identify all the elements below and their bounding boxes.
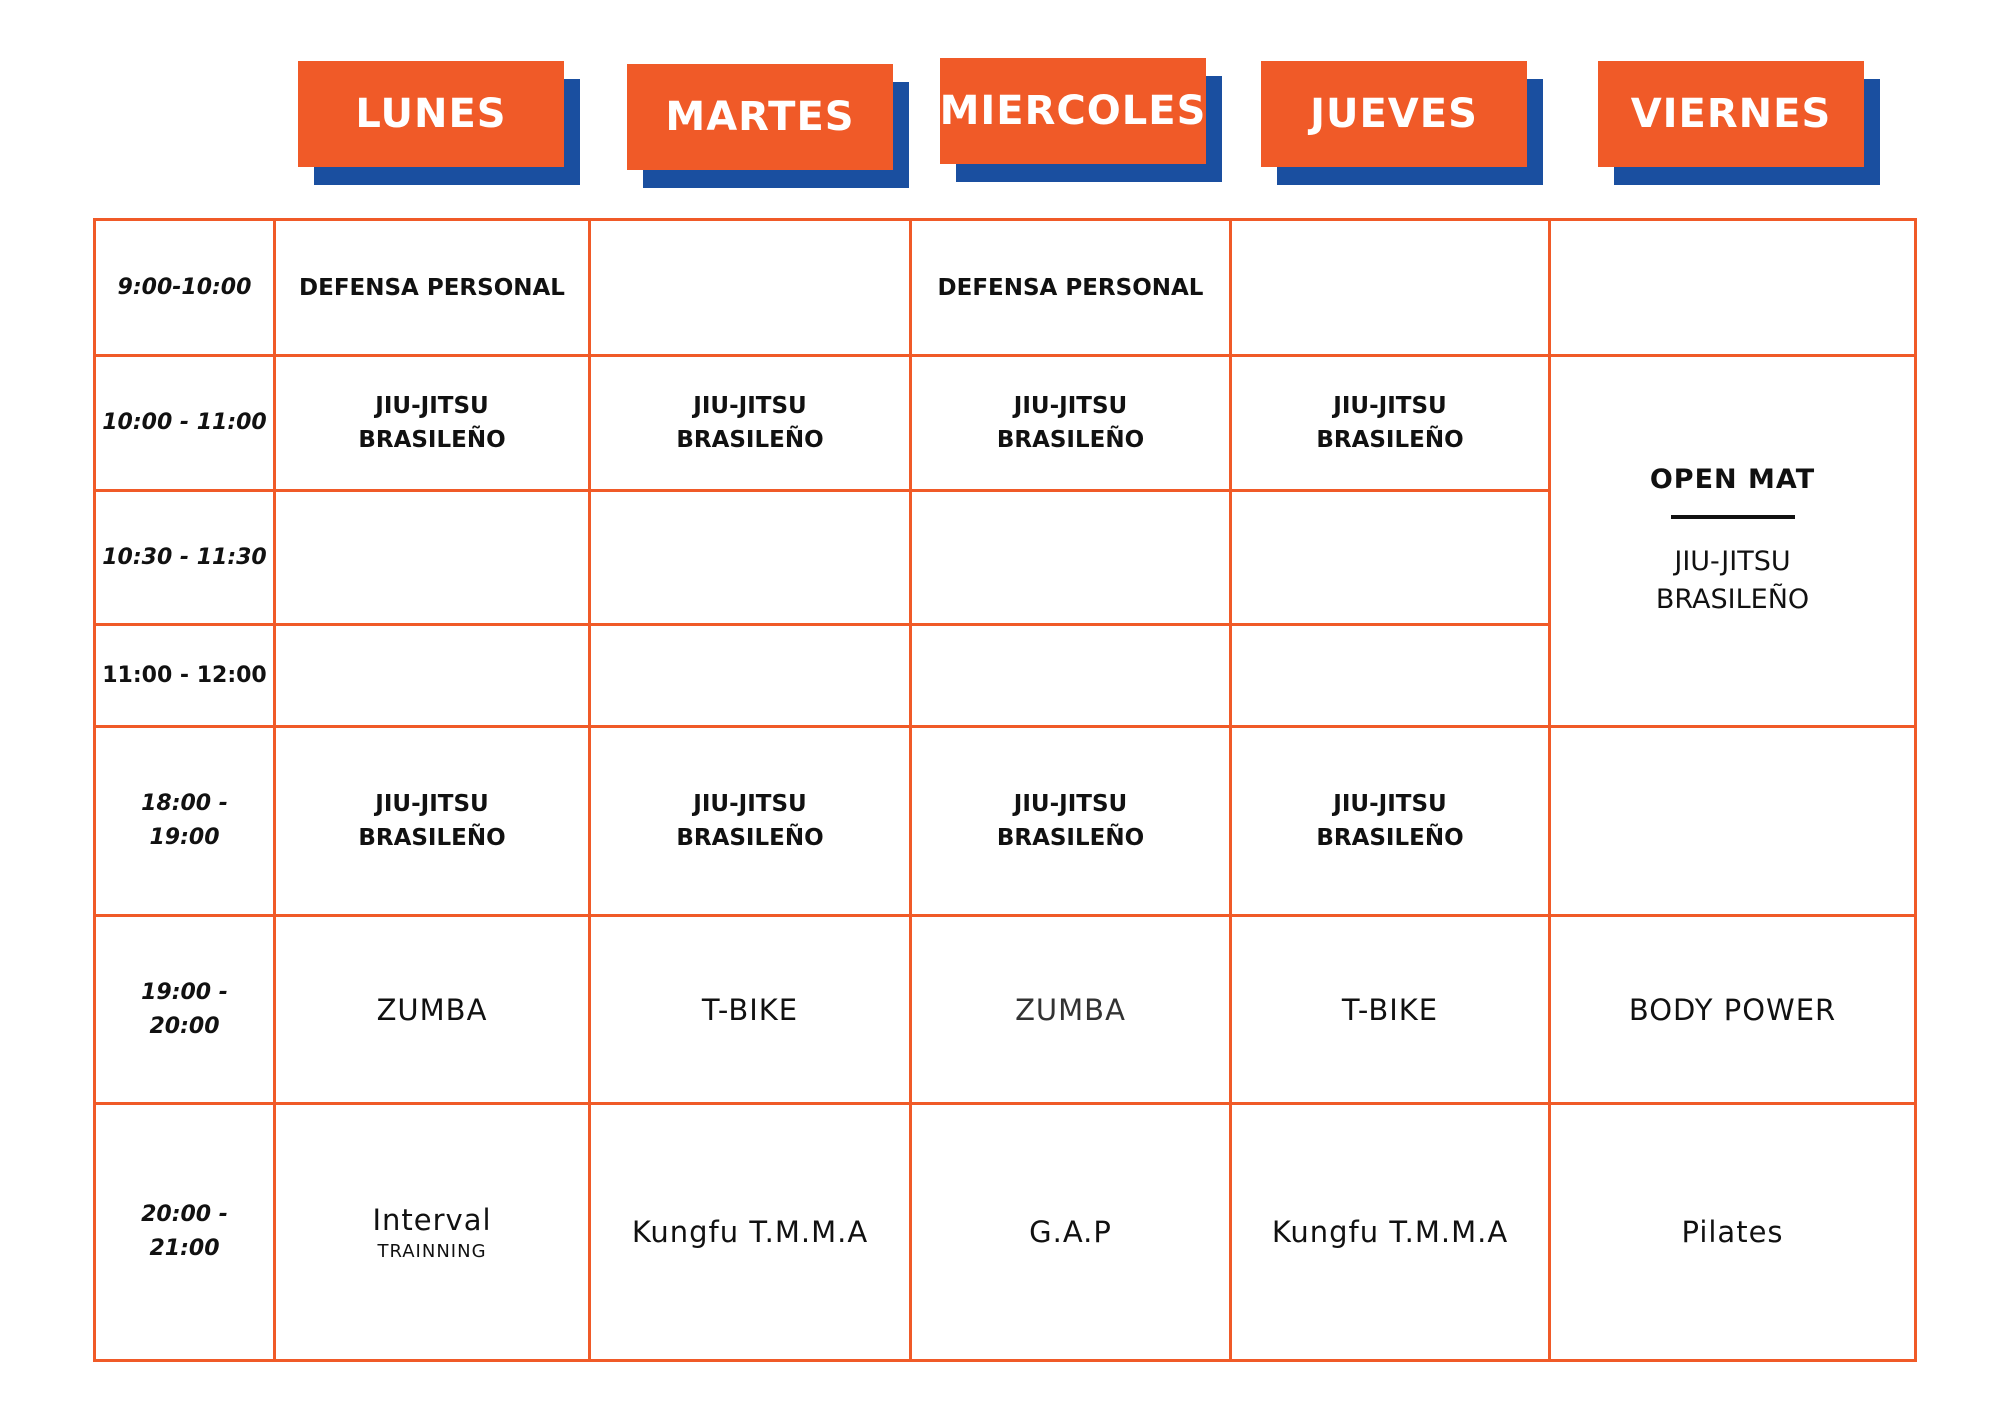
class-cell: JIU-JITSU BRASILEÑO [1316,393,1464,453]
day-label-jueves: JUEVES [1261,61,1527,167]
class-cell: ZUMBA [376,992,488,1027]
time-slot: 18:00 - 19:00 [141,791,228,850]
class-cell: JIU-JITSU BRASILEÑO [996,791,1145,851]
time-slot: 19:00 - 20:00 [141,979,228,1039]
class-cell: Kungfu T.M.M.A [631,1215,869,1249]
day-header-viernes [1598,61,1864,167]
day-header-jueves [1261,61,1527,167]
class-cell [276,1105,588,1359]
class-cell: JIU-JITSU BRASILEÑO [1316,791,1464,851]
grid-line-horizontal [96,623,1551,626]
open-mat-title: OPEN MAT [1649,463,1816,495]
class-cell: ZUMBA [1015,992,1126,1027]
time-slot: 20:00 - 21:00 [141,1202,228,1261]
class-cell: T-BIKE [1341,992,1439,1027]
class-cell: Kungfu T.M.M.A [1271,1215,1509,1249]
class-cell: JIU-JITSU BRASILEÑO [358,393,506,453]
class-cell: JIU-JITSU BRASILEÑO [676,393,824,453]
class-cell: JIU-JITSU BRASILEÑO [676,791,824,851]
class-name: Interval [372,1202,492,1237]
time-slot: 9:00-10:00 [117,274,252,300]
class-cell: Pilates [1681,1215,1784,1249]
class-cell: BODY POWER [1628,992,1837,1027]
schedule-grid [93,218,1917,1362]
day-label-miercoles: MIERCOLES [940,58,1206,164]
class-cell: JIU-JITSU BRASILEÑO [996,393,1145,453]
time-slot: 11:00 - 12:00 [102,662,267,688]
class-cell: DEFENSA PERSONAL [937,274,1204,301]
day-header-miercoles [940,58,1206,164]
class-subtitle: TRAINNING [377,1240,487,1262]
class-cell: DEFENSA PERSONAL [299,274,565,301]
day-label-viernes: VIERNES [1598,61,1864,167]
class-cell: T-BIKE [701,992,799,1027]
day-label-lunes: LUNES [298,61,564,167]
time-slot: 10:30 - 11:30 [102,544,267,570]
grid-line-horizontal [96,489,1551,492]
open-mat-body: JIU-JITSU BRASILEÑO [1655,545,1810,615]
day-header-martes [627,64,893,170]
time-slot: 10:00 - 11:00 [102,410,267,435]
class-cell: JIU-JITSU BRASILEÑO [358,791,506,851]
open-mat-cell [1551,357,1914,725]
class-cell: G.A.P [1029,1215,1112,1249]
open-mat-divider [1671,515,1795,519]
day-header-lunes [298,61,564,167]
day-label-martes: MARTES [627,64,893,170]
